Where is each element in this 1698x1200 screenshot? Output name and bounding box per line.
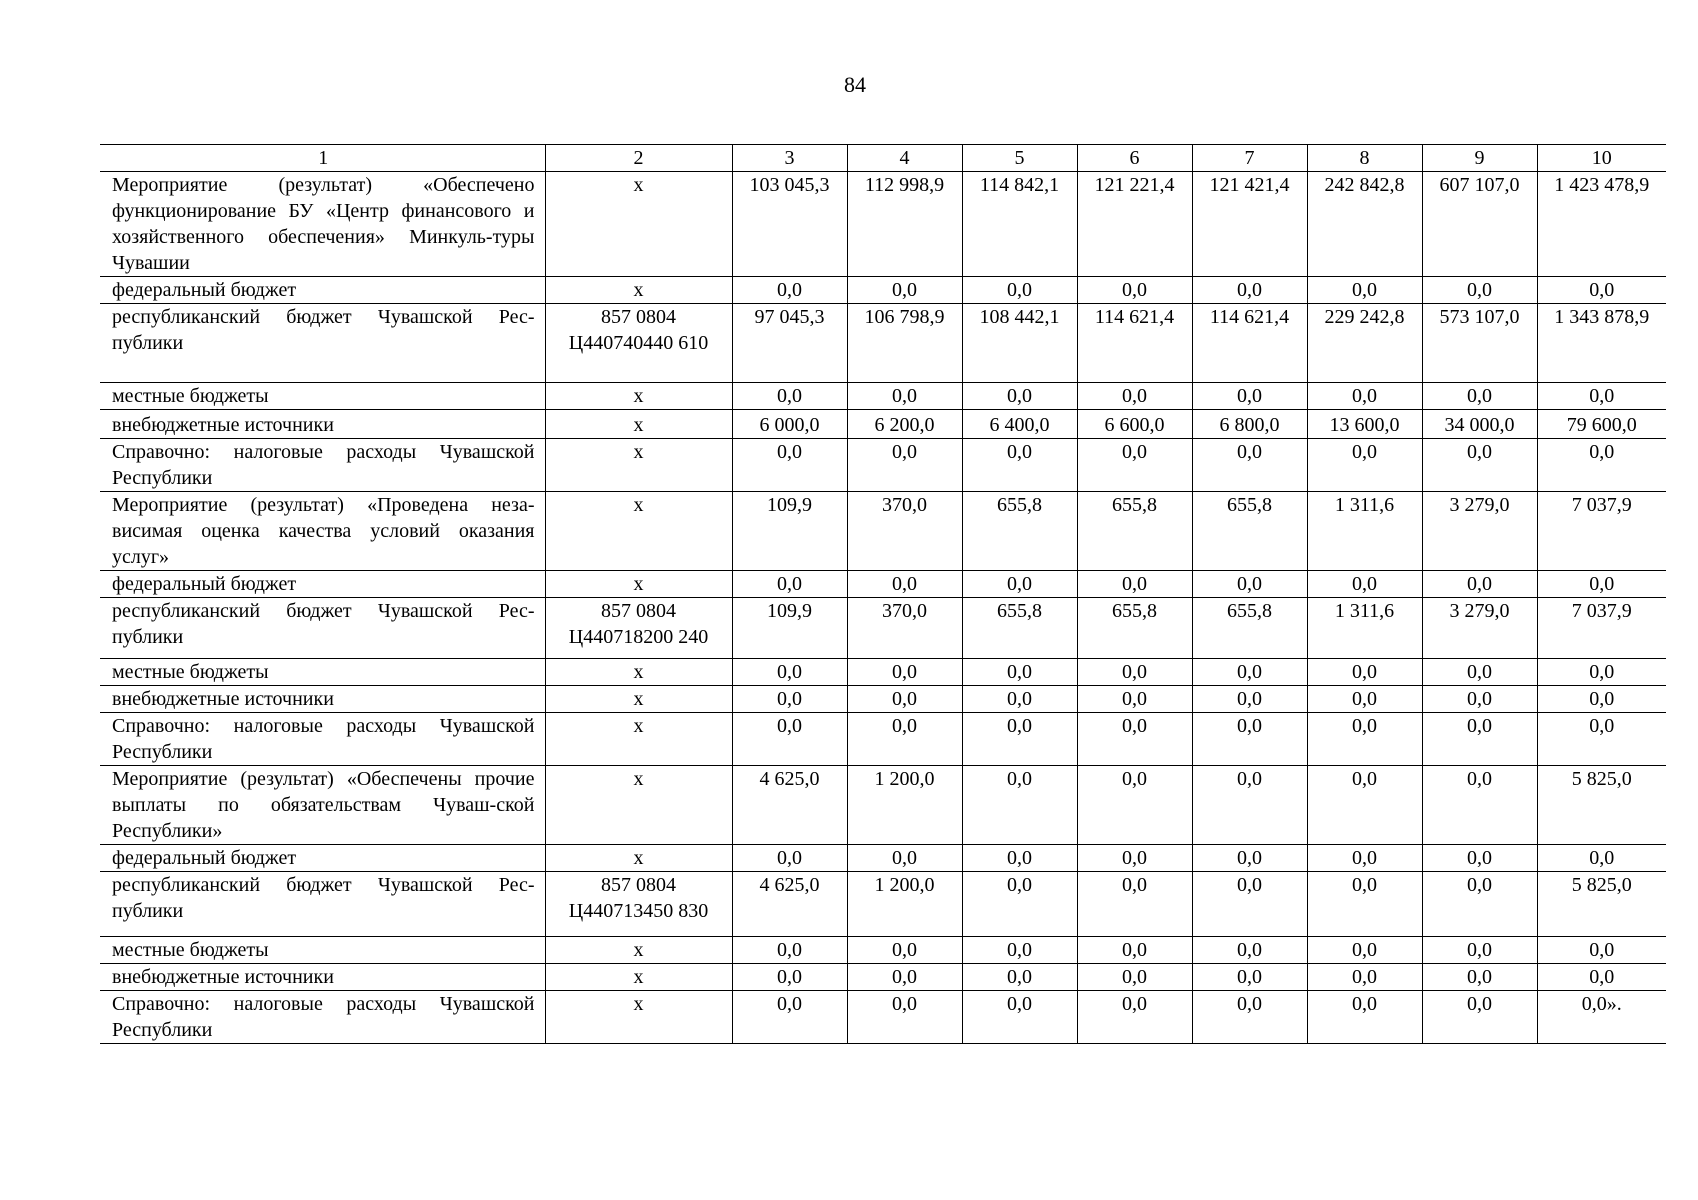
value-cell: 121 221,4 — [1077, 172, 1192, 277]
value-cell: 5 825,0 — [1537, 766, 1666, 845]
table-row — [100, 304, 1666, 383]
value-cell: 0,0 — [1192, 686, 1307, 713]
value-cell: 0,0 — [847, 659, 962, 686]
value-cell: 0,0 — [1307, 766, 1422, 845]
value-cell: 0,0 — [1537, 845, 1666, 872]
value-cell: 0,0 — [1077, 845, 1192, 872]
row-name-cell: Справочно: налоговые расходы Чувашской Республики — [100, 991, 545, 1044]
value-cell: 0,0 — [1537, 964, 1666, 991]
value-cell: 1 200,0 — [847, 766, 962, 845]
budget-code-cell: x — [545, 991, 732, 1044]
table-row — [100, 410, 1666, 439]
value-cell: 655,8 — [1192, 492, 1307, 571]
value-cell: 0,0 — [1077, 766, 1192, 845]
value-cell: 0,0 — [847, 845, 962, 872]
value-cell: 0,0 — [1537, 383, 1666, 410]
value-cell: 0,0 — [962, 277, 1077, 304]
row-name-cell: Справочно: налоговые расходы Чувашской Республики — [100, 439, 545, 492]
value-cell: 106 798,9 — [847, 304, 962, 383]
value-cell: 114 842,1 — [962, 172, 1077, 277]
value-cell: 13 600,0 — [1307, 410, 1422, 439]
table-row — [100, 571, 1666, 598]
budget-code-cell: x — [545, 383, 732, 410]
table-header-row — [100, 145, 1666, 172]
value-cell: 0,0 — [1422, 439, 1537, 492]
value-cell: 655,8 — [1192, 598, 1307, 659]
value-cell: 0,0 — [962, 571, 1077, 598]
row-name-cell: местные бюджеты — [100, 383, 545, 410]
value-cell: 6 000,0 — [732, 410, 847, 439]
row-name-cell: местные бюджеты — [100, 659, 545, 686]
value-cell: 0,0 — [1537, 686, 1666, 713]
header-cell: 1 — [100, 145, 545, 172]
value-cell: 0,0 — [1307, 571, 1422, 598]
value-cell: 0,0 — [1307, 845, 1422, 872]
value-cell: 109,9 — [732, 598, 847, 659]
header-cell: 3 — [732, 145, 847, 172]
budget-code-cell: x — [545, 172, 732, 277]
value-cell: 0,0 — [1537, 713, 1666, 766]
value-cell: 0,0 — [1192, 937, 1307, 964]
budget-code-cell: x — [545, 964, 732, 991]
value-cell: 3 279,0 — [1422, 598, 1537, 659]
value-cell: 0,0 — [732, 659, 847, 686]
table-row — [100, 492, 1666, 571]
value-cell: 0,0 — [847, 383, 962, 410]
value-cell: 0,0 — [1537, 937, 1666, 964]
table-row — [100, 766, 1666, 845]
table-row — [100, 172, 1666, 277]
value-cell: 0,0 — [1192, 964, 1307, 991]
header-cell: 6 — [1077, 145, 1192, 172]
value-cell: 1 343 878,9 — [1537, 304, 1666, 383]
value-cell: 0,0 — [1077, 686, 1192, 713]
value-cell: 0,0 — [1307, 937, 1422, 964]
value-cell: 0,0 — [1192, 872, 1307, 937]
row-name-cell: внебюджетные источники — [100, 964, 545, 991]
value-cell: 97 045,3 — [732, 304, 847, 383]
budget-code-cell: x — [545, 686, 732, 713]
table-row — [100, 277, 1666, 304]
value-cell: 0,0 — [732, 686, 847, 713]
value-cell: 0,0 — [962, 872, 1077, 937]
value-cell: 0,0 — [1307, 872, 1422, 937]
row-name-cell: республиканский бюджет Чувашской Рес-публики — [100, 872, 545, 937]
value-cell: 0,0 — [1192, 439, 1307, 492]
value-cell: 5 825,0 — [1537, 872, 1666, 937]
value-cell: 0,0 — [1422, 571, 1537, 598]
row-name-cell: федеральный бюджет — [100, 845, 545, 872]
value-cell: 1 200,0 — [847, 872, 962, 937]
value-cell: 655,8 — [962, 492, 1077, 571]
budget-code-cell: x — [545, 571, 732, 598]
value-cell: 0,0 — [1077, 872, 1192, 937]
budget-code-cell: x — [545, 659, 732, 686]
value-cell: 6 200,0 — [847, 410, 962, 439]
value-cell: 0,0 — [847, 439, 962, 492]
value-cell: 0,0 — [732, 991, 847, 1044]
value-cell: 6 600,0 — [1077, 410, 1192, 439]
table-row — [100, 845, 1666, 872]
value-cell: 0,0 — [847, 277, 962, 304]
value-cell: 7 037,9 — [1537, 492, 1666, 571]
value-cell: 370,0 — [847, 492, 962, 571]
row-name-cell: Мероприятие (результат) «Обеспечено функционирование БУ «Центр финансового и хозяйственного обеспечения» Минкуль-туры Чувашии — [100, 172, 545, 277]
table-row — [100, 991, 1666, 1044]
value-cell: 1 311,6 — [1307, 598, 1422, 659]
value-cell: 655,8 — [1077, 492, 1192, 571]
value-cell: 0,0 — [1307, 964, 1422, 991]
value-cell: 0,0 — [962, 991, 1077, 1044]
value-cell: 0,0 — [847, 964, 962, 991]
value-cell: 7 037,9 — [1537, 598, 1666, 659]
row-name-cell: Мероприятие (результат) «Обеспечены прочие выплаты по обязательствам Чуваш-ской Республики» — [100, 766, 545, 845]
table-row — [100, 937, 1666, 964]
value-cell: 0,0 — [847, 686, 962, 713]
value-cell: 0,0 — [1192, 571, 1307, 598]
value-cell: 242 842,8 — [1307, 172, 1422, 277]
budget-code-cell: x — [545, 492, 732, 571]
budget-code-cell: x — [545, 766, 732, 845]
value-cell: 573 107,0 — [1422, 304, 1537, 383]
value-cell: 0,0 — [962, 659, 1077, 686]
header-cell: 8 — [1307, 145, 1422, 172]
value-cell: 109,9 — [732, 492, 847, 571]
value-cell: 0,0». — [1537, 991, 1666, 1044]
table-row — [100, 713, 1666, 766]
table-row — [100, 439, 1666, 492]
value-cell: 0,0 — [732, 383, 847, 410]
value-cell: 0,0 — [1422, 277, 1537, 304]
value-cell: 370,0 — [847, 598, 962, 659]
value-cell: 0,0 — [1307, 439, 1422, 492]
value-cell: 0,0 — [1422, 845, 1537, 872]
row-name-cell: местные бюджеты — [100, 937, 545, 964]
value-cell: 0,0 — [1422, 766, 1537, 845]
row-name-cell: Справочно: налоговые расходы Чувашской Республики — [100, 713, 545, 766]
header-cell: 2 — [545, 145, 732, 172]
value-cell: 0,0 — [1537, 439, 1666, 492]
value-cell: 0,0 — [1077, 713, 1192, 766]
budget-code-cell: x — [545, 937, 732, 964]
budget-code-cell: x — [545, 439, 732, 492]
value-cell: 0,0 — [962, 964, 1077, 991]
value-cell: 0,0 — [1422, 872, 1537, 937]
value-cell: 34 000,0 — [1422, 410, 1537, 439]
value-cell: 0,0 — [732, 571, 847, 598]
value-cell: 0,0 — [1307, 713, 1422, 766]
value-cell: 0,0 — [1077, 991, 1192, 1044]
value-cell: 0,0 — [1077, 659, 1192, 686]
page-number: 84 — [844, 72, 866, 97]
value-cell: 0,0 — [847, 571, 962, 598]
value-cell: 0,0 — [1422, 991, 1537, 1044]
value-cell: 0,0 — [1077, 277, 1192, 304]
value-cell: 0,0 — [962, 713, 1077, 766]
value-cell: 655,8 — [962, 598, 1077, 659]
value-cell: 0,0 — [732, 845, 847, 872]
value-cell: 0,0 — [962, 439, 1077, 492]
value-cell: 0,0 — [732, 713, 847, 766]
row-name-cell: федеральный бюджет — [100, 571, 545, 598]
value-cell: 6 400,0 — [962, 410, 1077, 439]
value-cell: 103 045,3 — [732, 172, 847, 277]
value-cell: 0,0 — [1422, 713, 1537, 766]
value-cell: 0,0 — [1077, 964, 1192, 991]
header-cell: 9 — [1422, 145, 1537, 172]
row-name-cell: Мероприятие (результат) «Проведена неза-висимая оценка качества условий оказания услуг» — [100, 492, 545, 571]
value-cell: 0,0 — [1537, 277, 1666, 304]
value-cell: 229 242,8 — [1307, 304, 1422, 383]
value-cell: 0,0 — [732, 277, 847, 304]
value-cell: 1 311,6 — [1307, 492, 1422, 571]
value-cell: 0,0 — [732, 964, 847, 991]
value-cell: 79 600,0 — [1537, 410, 1666, 439]
table-row — [100, 872, 1666, 937]
value-cell: 0,0 — [962, 383, 1077, 410]
table-row — [100, 598, 1666, 659]
budget-code-cell: x — [545, 845, 732, 872]
value-cell: 4 625,0 — [732, 872, 847, 937]
table-row — [100, 383, 1666, 410]
value-cell: 0,0 — [1307, 991, 1422, 1044]
value-cell: 0,0 — [1077, 383, 1192, 410]
value-cell: 0,0 — [1422, 383, 1537, 410]
budget-code-cell: x — [545, 277, 732, 304]
value-cell: 0,0 — [1192, 766, 1307, 845]
header-cell: 10 — [1537, 145, 1666, 172]
value-cell: 0,0 — [1077, 439, 1192, 492]
value-cell: 114 621,4 — [1077, 304, 1192, 383]
header-cell: 5 — [962, 145, 1077, 172]
table-row — [100, 659, 1666, 686]
value-cell: 0,0 — [847, 991, 962, 1044]
value-cell: 112 998,9 — [847, 172, 962, 277]
budget-code-cell: 857 0804 Ц440740440 610 — [545, 304, 732, 383]
value-cell: 0,0 — [962, 845, 1077, 872]
value-cell: 0,0 — [1192, 713, 1307, 766]
value-cell: 0,0 — [1077, 571, 1192, 598]
value-cell: 0,0 — [732, 439, 847, 492]
budget-table-body — [100, 145, 1666, 1044]
value-cell: 0,0 — [962, 766, 1077, 845]
table-row — [100, 686, 1666, 713]
value-cell: 0,0 — [1192, 845, 1307, 872]
value-cell: 607 107,0 — [1422, 172, 1537, 277]
value-cell: 0,0 — [847, 937, 962, 964]
value-cell: 0,0 — [1077, 937, 1192, 964]
table-row — [100, 964, 1666, 991]
row-name-cell: республиканский бюджет Чувашской Рес-публики — [100, 304, 545, 383]
value-cell: 0,0 — [1422, 686, 1537, 713]
value-cell: 114 621,4 — [1192, 304, 1307, 383]
value-cell: 0,0 — [962, 937, 1077, 964]
value-cell: 0,0 — [1307, 659, 1422, 686]
value-cell: 0,0 — [1307, 686, 1422, 713]
budget-code-cell: 857 0804 Ц440718200 240 — [545, 598, 732, 659]
value-cell: 108 442,1 — [962, 304, 1077, 383]
row-name-cell: федеральный бюджет — [100, 277, 545, 304]
value-cell: 655,8 — [1077, 598, 1192, 659]
value-cell: 0,0 — [1422, 659, 1537, 686]
value-cell: 0,0 — [1307, 383, 1422, 410]
row-name-cell: внебюджетные источники — [100, 410, 545, 439]
value-cell: 3 279,0 — [1422, 492, 1537, 571]
value-cell: 0,0 — [732, 937, 847, 964]
value-cell: 4 625,0 — [732, 766, 847, 845]
value-cell: 0,0 — [1537, 659, 1666, 686]
value-cell: 121 421,4 — [1192, 172, 1307, 277]
budget-code-cell: 857 0804 Ц440713450 830 — [545, 872, 732, 937]
value-cell: 0,0 — [1192, 277, 1307, 304]
header-cell: 7 — [1192, 145, 1307, 172]
row-name-cell: республиканский бюджет Чувашской Рес-публики — [100, 598, 545, 659]
header-cell: 4 — [847, 145, 962, 172]
value-cell: 0,0 — [1192, 659, 1307, 686]
value-cell: 0,0 — [847, 713, 962, 766]
value-cell: 0,0 — [1192, 383, 1307, 410]
budget-table — [100, 144, 1666, 1044]
value-cell: 0,0 — [1422, 964, 1537, 991]
value-cell: 0,0 — [962, 686, 1077, 713]
value-cell: 1 423 478,9 — [1537, 172, 1666, 277]
value-cell: 0,0 — [1192, 991, 1307, 1044]
row-name-cell: внебюджетные источники — [100, 686, 545, 713]
value-cell: 0,0 — [1537, 571, 1666, 598]
value-cell: 0,0 — [1307, 277, 1422, 304]
budget-code-cell: x — [545, 713, 732, 766]
budget-code-cell: x — [545, 410, 732, 439]
value-cell: 0,0 — [1422, 937, 1537, 964]
value-cell: 6 800,0 — [1192, 410, 1307, 439]
